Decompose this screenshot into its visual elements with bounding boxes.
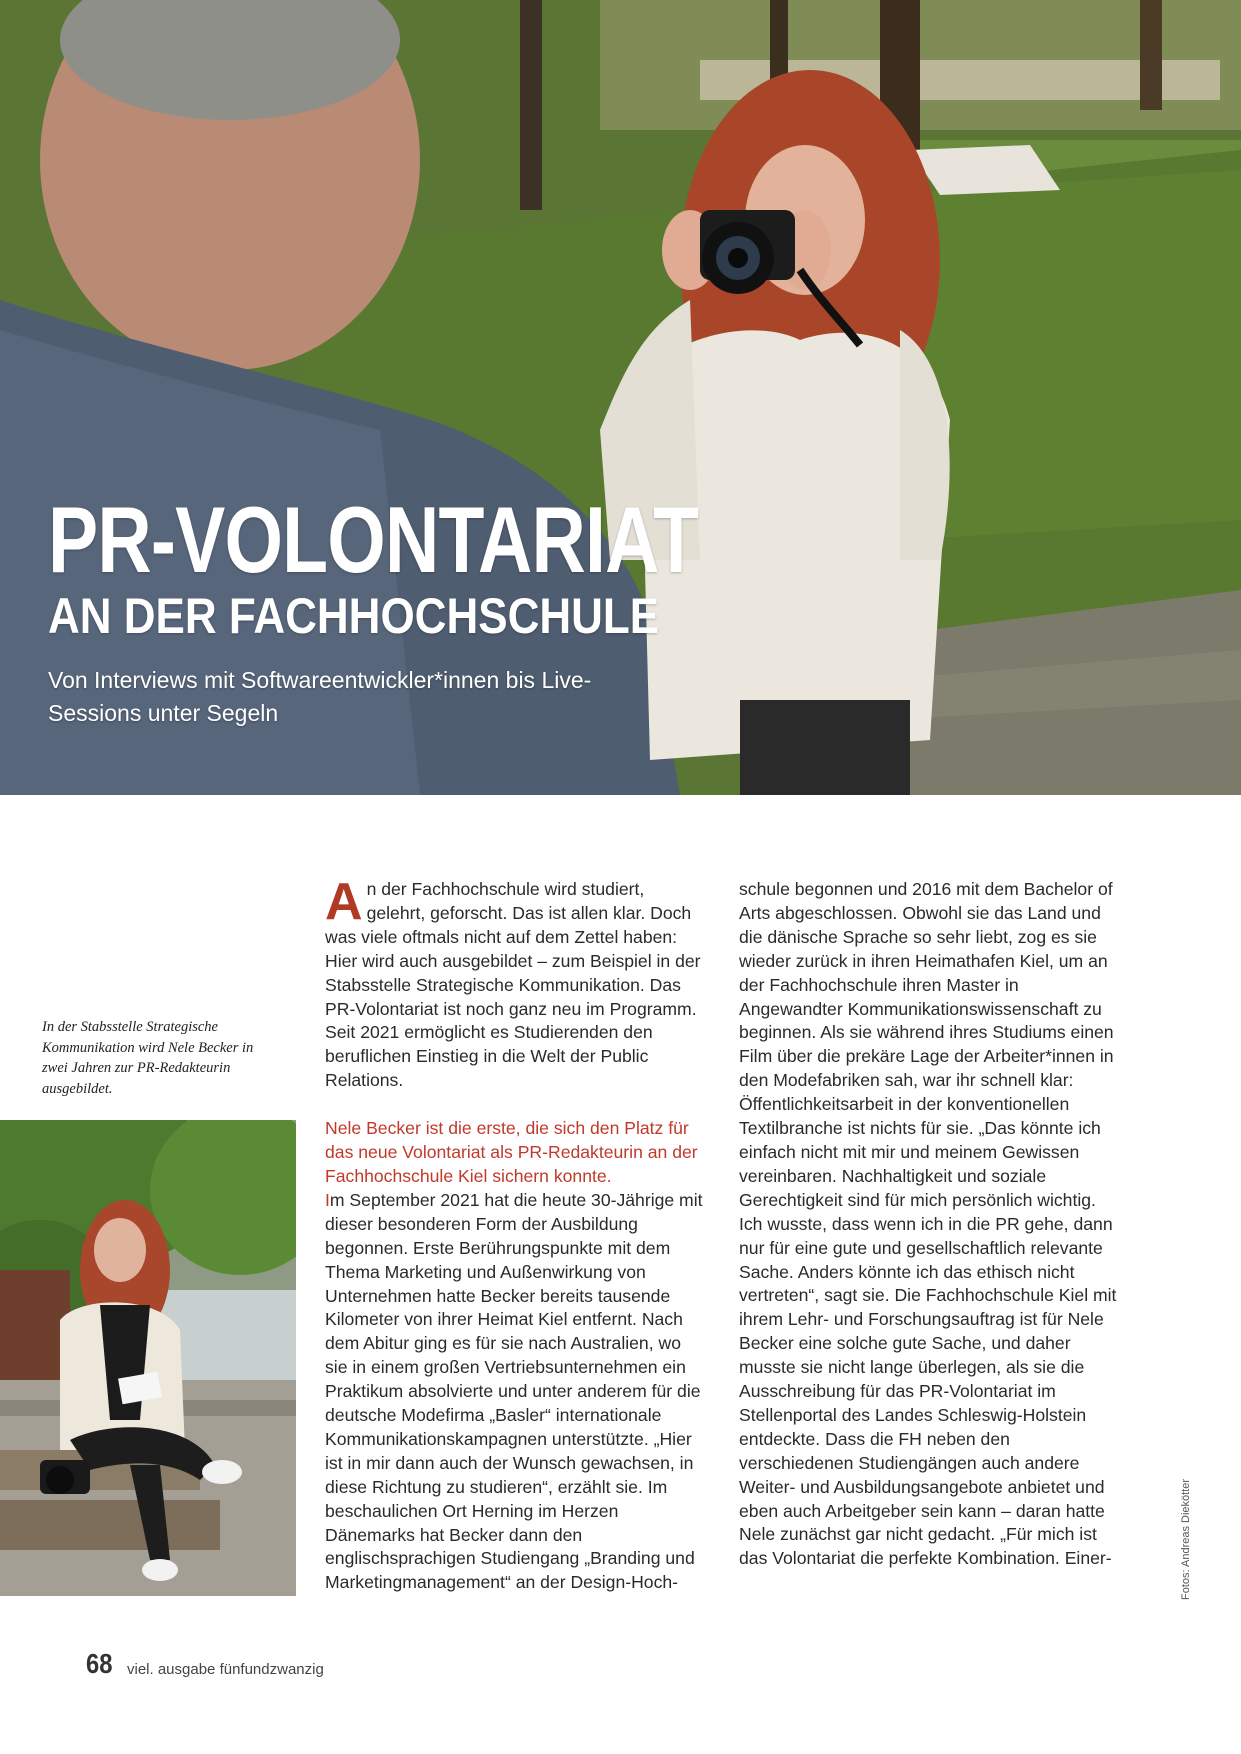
article-column-1 <box>325 873 705 1595</box>
publication-name: viel. ausgabe fünfundzwanzig <box>127 1661 324 1678</box>
page-number: 68 <box>86 1648 113 1679</box>
photo-credit: Fotos: Andreas Diekötter <box>1180 1478 1192 1600</box>
lead-paragraph: Nele Becker ist die erste, die sich den Platz für das neue Volontariat als PR-Redakteurin an der Fachhochschule Kiel sichern konnte. <box>325 1118 698 1186</box>
hero-photo <box>0 0 1241 795</box>
drop-cap: A <box>325 873 363 931</box>
side-photo-illustration <box>0 1120 296 1596</box>
side-photo <box>0 1120 296 1596</box>
intro-paragraph <box>325 873 705 1093</box>
teaser: Von Interviews mit Softwareentwickler*innen bis Live-Sessions unter Segeln <box>48 667 592 726</box>
intro-text: n der Fachhochschule wird studiert, gelehrt, geforscht. Das ist allen klar. Doch was viele oftmals nicht auf dem Zettel haben: Hier wird auch ausgebildet – zum Beispiel in der Stabsstelle Strategische Kommunikation. Das PR-Volontariat ist noch ganz neu im Programm. Seit 2021 ermöglicht es Studierenden den beruflichen Einstieg in die Welt der Public Relations. <box>325 879 701 1091</box>
body-paragraph-1 <box>325 1189 705 1595</box>
subheadline: AN DER FACHHOCHSCHULE <box>48 588 660 644</box>
body-text-1: m September 2021 hat die heute 30-Jährige mit dieser besonderen Form der Ausbildung begonnen. Erste Berührungspunkte mit dem Thema Marketing und Außenwirkung von Unternehmen hatte Becker bereits tausende Kilometer von ihrer Heimat Kiel entfernt. Nach dem Abitur ging es für sie nach Australien, wo sie in einem großen Vertriebsunternehmen ein Praktikum absolvierte und unter anderem für die deutsche Modefirma „Basler“ internationale Kommunikationskampagnen unterstützte. „Hier ist in mir dann auch der Wunsch gewachsen, in diese Richtung zu studieren“, erzählt sie. Im beschaulichen Ort Herning im Herzen Dänemarks hat Becker dann den englischsprachigen Studiengang „Branding und Marketingmanagement“ an der Design-Hoch- <box>325 1189 703 1593</box>
article-column-2 <box>739 878 1119 1571</box>
hero-text-block <box>48 487 861 730</box>
body-initial: I <box>325 1189 330 1210</box>
photo-caption: In der Stabsstelle Strategische Kommunikation wird Nele Becker in zwei Jahren zur PR-Redakteurin ausgebildet. <box>42 1019 254 1097</box>
body-paragraph-2: schule begonnen und 2016 mit dem Bachelor of Arts abgeschlossen. Obwohl sie das Land und die dänische Sprache so sehr liebt, zog es sie wieder zurück in ihren Heimathafen Kiel, um an der Fachhochschule ihren Master in Angewandter Kommunikationswissenschaft zu beginnen. Als sie während ihres Studiums einen Film über die prekäre Lage der Arbeiter*innen in den Modefabriken sah, war ihr schnell klar: Öffentlichkeitsarbeit in der konventionellen Textilbranche ist nichts für sie. „Das könnte ich einfach nicht mit mir und meinem Gewissen vereinbaren. Nachhaltigkeit und soziale Gerechtigkeit sind für mich persönlich wichtig. Ich wusste, dass wenn ich in die PR gehe, dann nur für eine gute und gesellschaftlich relevante Sache. Anders könnte ich das ethisch nicht vertreten“, sagt sie. Die Fachhochschule Kiel mit ihrem Lehr- und Forschungsauftrag ist für Nele Becker eine solche gute Sache, und daher musste sie nicht lange überlegen, als sie die Ausschreibung für das PR-Volontariat im Stellenportal des Landes Schleswig-Holstein entdeckte. Dass die FH neben den verschiedenen Studiengängen auch andere Weiter- und Ausbildungsangebote anbietet und eben auch Arbeitgeber sein kann – daran hatte Nele zunächst gar nicht gedacht. „Für mich ist das Volontariat die perfekte Kombination. Einer- <box>739 879 1117 1569</box>
headline: PR-VOLONTARIAT <box>48 487 699 592</box>
